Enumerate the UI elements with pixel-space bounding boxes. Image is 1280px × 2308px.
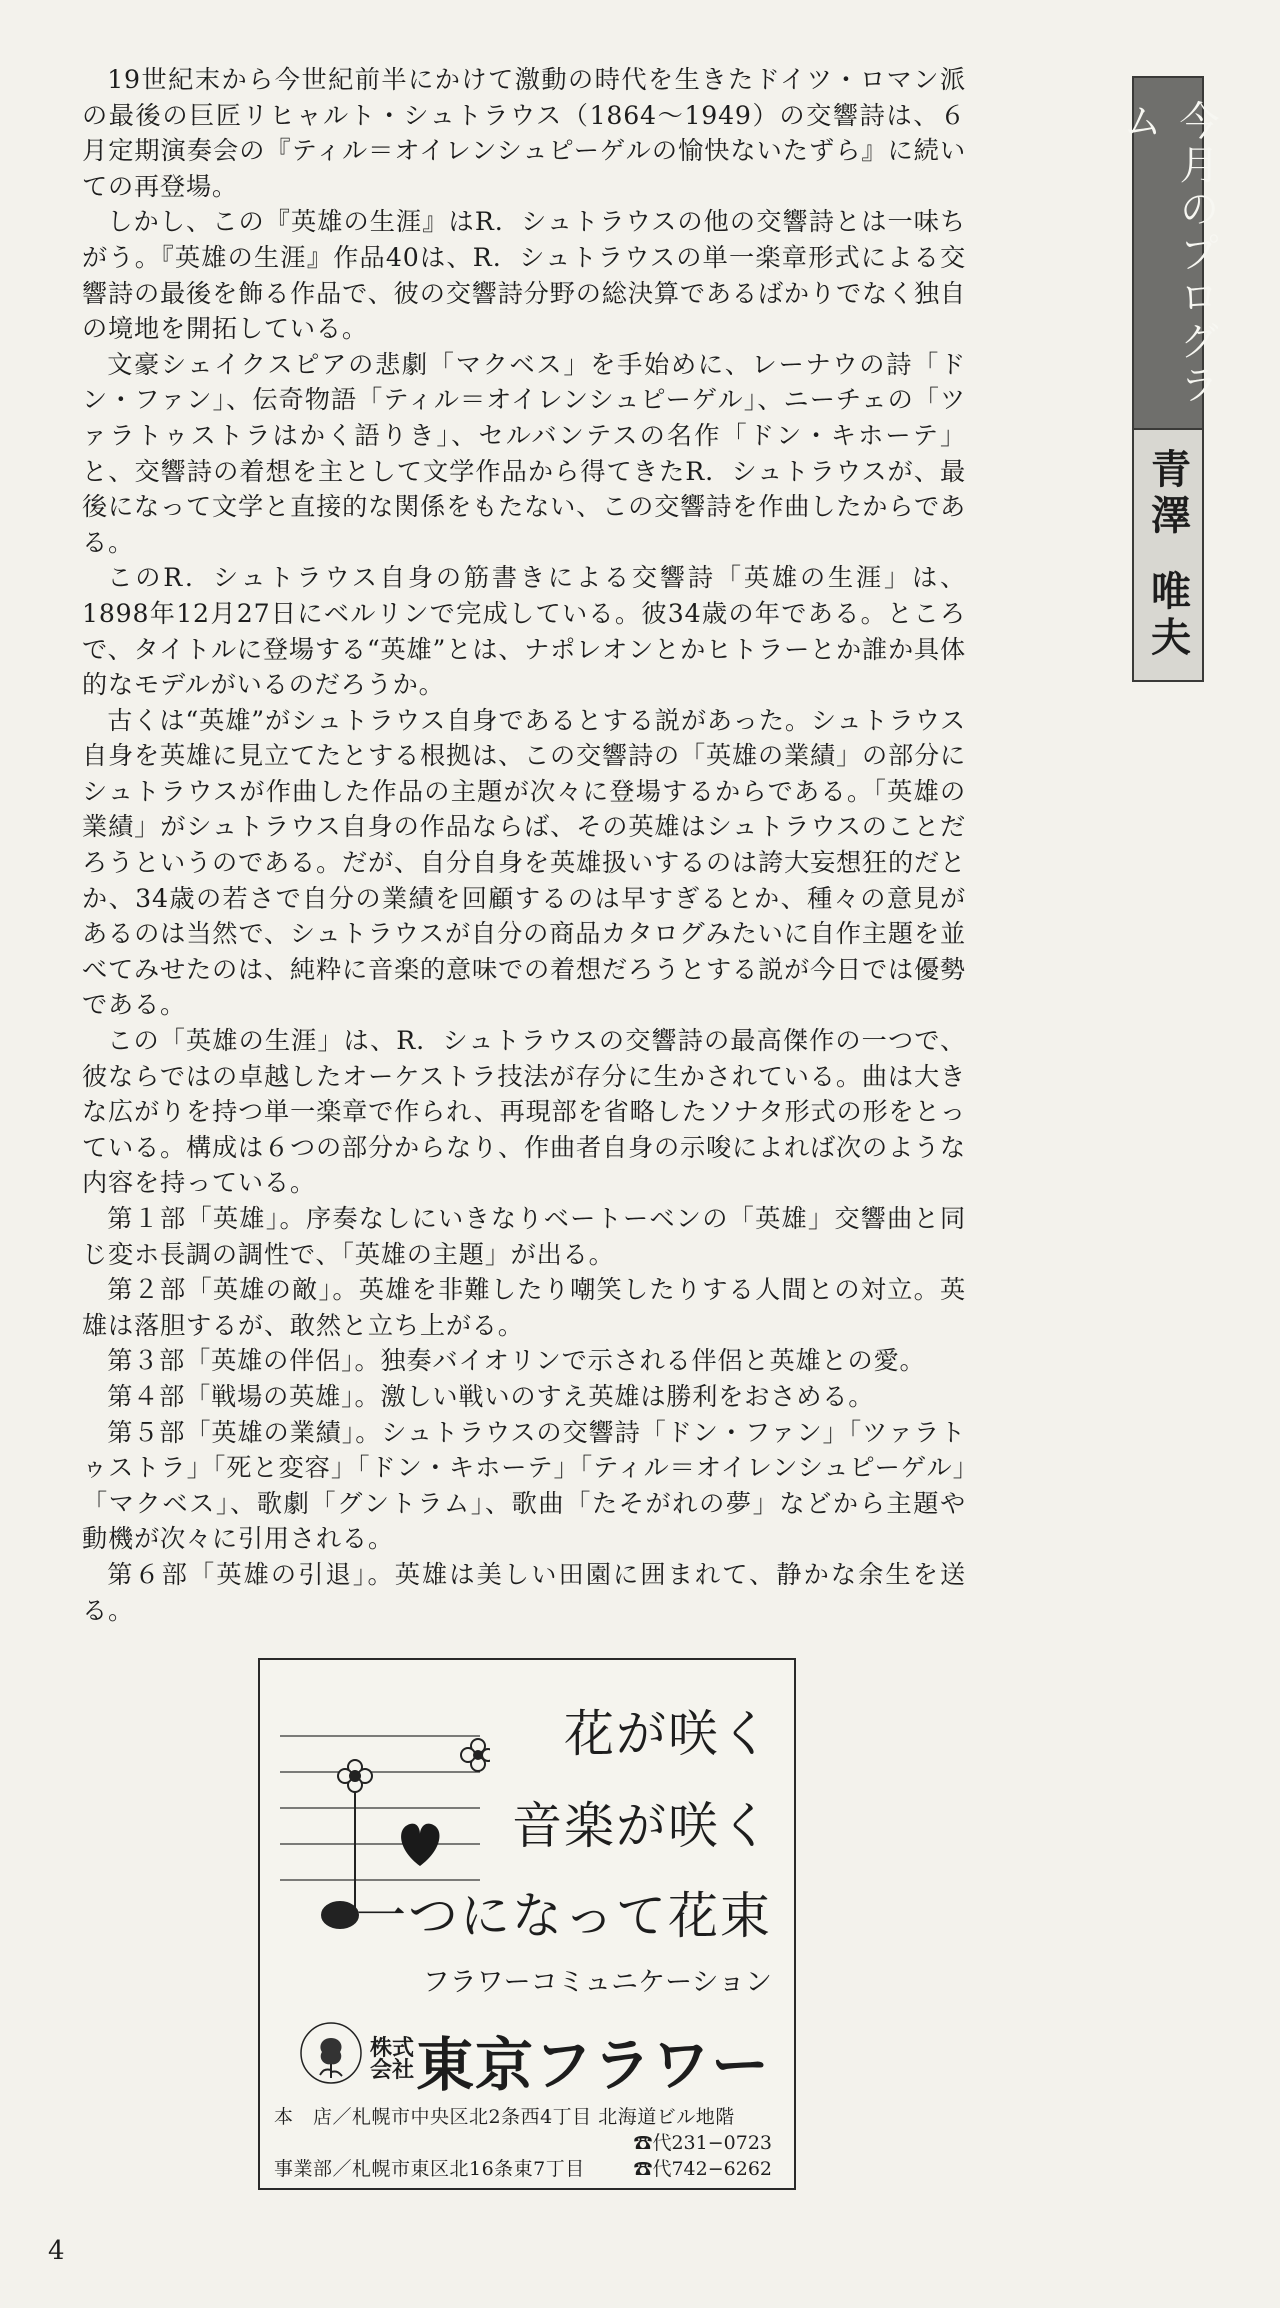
branch-phone: ☎代742−6262 (633, 2158, 772, 2180)
part-5: 第５部「英雄の業績」。シュトラウスの交響詩「ドン・ファン」「ツァラトゥストラ」「死と変容」「ドン・キホーテ」「ティル＝オイレンシュピーゲル」「マクベス」、歌劇「グントラム」、歌曲「たそがれの夢」などから主題や動機が次々に引用される。 (82, 1417, 966, 1554)
section-title: 今月のプログラム (1132, 76, 1204, 430)
branch-address: 事業部／札幌市東区北16条東7丁目 (274, 2158, 585, 2180)
company-type: 株式 会社 (370, 2036, 415, 2083)
paragraph: このR．シュトラウス自身の筋書きによる交響詩「英雄の生涯」は、1898年12月27日にベルリンで完成している。彼34歳の年である。ところで、タイトルに登場する“英雄”とは、ナポレオンとかヒトラーとか誰か具体的なモデルがいるのだろうか。 (82, 563, 966, 700)
head-office-address: 本 店／札幌市中央区北2条西4丁目 北海道ビル地階 (274, 2106, 735, 2128)
paragraph-intro: 19世紀末から今世紀前半にかけて激動の時代を生きたドイツ・ロマン派の最後の巨匠リヒャルト・シュトラウス（1864〜1949）の交響詩は、６月定期演奏会の『ティル＝オイレンシュピーゲルの愉快ないたずら』に続いての再登場。 (82, 65, 966, 201)
paragraph: しかし、この『英雄の生涯』はR．シュトラウスの他の交響詩とは一味ちがう。『英雄の生涯』作品40は、R．シュトラウスの単一楽章形式による交響詩の最後を飾る作品で、彼の交響詩分野の総決算であるばかりでなく独自の境地を開拓している。 (82, 207, 966, 344)
page-number: 4 (48, 2236, 65, 2266)
author-family-name: 青澤 (1144, 448, 1192, 540)
flower-shop-advertisement (258, 1658, 796, 2190)
company-name: 東京フラワー (416, 2031, 771, 2099)
author-name (1132, 430, 1204, 682)
ad-headline-2: 音楽が咲く (512, 1797, 772, 1855)
author-given-name: 唯夫 (1144, 570, 1192, 662)
part-6: 第６部「英雄の引退」。英雄は美しい田園に囲まれて、静かな余生を送る。 (82, 1559, 966, 1625)
paragraph: 文豪シェイクスピアの悲劇「マクベス」を手始めに、レーナウの詩「ドン・ファン」、伝奇物語「ティル＝オイレンシュピーゲル」、ニーチェの「ツァラトゥストラはかく語りき」、セルバンテスの名作「ドン・キホーテ」と、交響詩の着想を主として文学作品から得てきたR．シュトラウスが、最後になって文学と直接的な関係をもたない、この交響詩を作曲したからである。 (82, 349, 966, 557)
company-logo (370, 2018, 770, 2102)
ad-headline-3: 一つになって花束 (356, 1887, 772, 1945)
paragraph: この「英雄の生涯」は、R．シュトラウスの交響詩の最高傑作の一つで、彼ならではの卓越したオーケストラ技法が存分に生かされている。曲は大きな広がりを持つ単一楽章で作られ、再現部を省略したソナタ形式の形をとっている。構成は６つの部分からなり、作曲者自身の示唆によれば次のような内容を持っている。 (82, 1026, 966, 1198)
head-office-phone: ☎代231−0723 (633, 2132, 772, 2154)
part-1: 第１部「英雄」。序奏なしにいきなりベートーベンの「英雄」交響曲と同じ変ホ長調の調性で、「英雄の主題」が出る。 (82, 1204, 966, 1269)
program-notes-article (82, 62, 966, 1628)
part-4: 第４部「戦場の英雄」。激しい戦いのすえ英雄は勝利をおさめる。 (107, 1381, 875, 1411)
ad-subtitle: フラワーコミュニケーション (422, 1967, 772, 1998)
part-3: 第３部「英雄の伴侶」。独奏バイオリンで示される伴侶と英雄との愛。 (107, 1346, 926, 1376)
rose-logo-icon (298, 2020, 364, 2086)
part-2: 第２部「英雄の敵」。英雄を非難したり嘲笑したりする人間との対立。英雄は落胆するが、敢然と立ち上がる。 (82, 1275, 966, 1340)
ad-headline-1: 花が咲く (564, 1705, 772, 1763)
paragraph: 古くは“英雄”がシュトラウス自身であるとする説があった。シュトラウス自身を英雄に見立てたとする根拠は、この交響詩の「英雄の業績」の部分にシュトラウスが作曲した作品の主題が次々に登場するからである。「英雄の業績」がシュトラウス自身の作品ならば、その英雄はシュトラウスのことだろうというのである。だが、自分自身を英雄扱いするのは誇大妄想狂的だとか、34歳の若さで自分の業績を回顧するのは早すぎるとか、種々の意見があるのは当然で、シュトラウスが自分の商品カタログみたいに自作主題を並べてみせたのは、純粋に音楽的意味での着想だろうとする説が今日では優勢である。 (82, 705, 966, 1020)
heart-icon (401, 1824, 439, 1866)
